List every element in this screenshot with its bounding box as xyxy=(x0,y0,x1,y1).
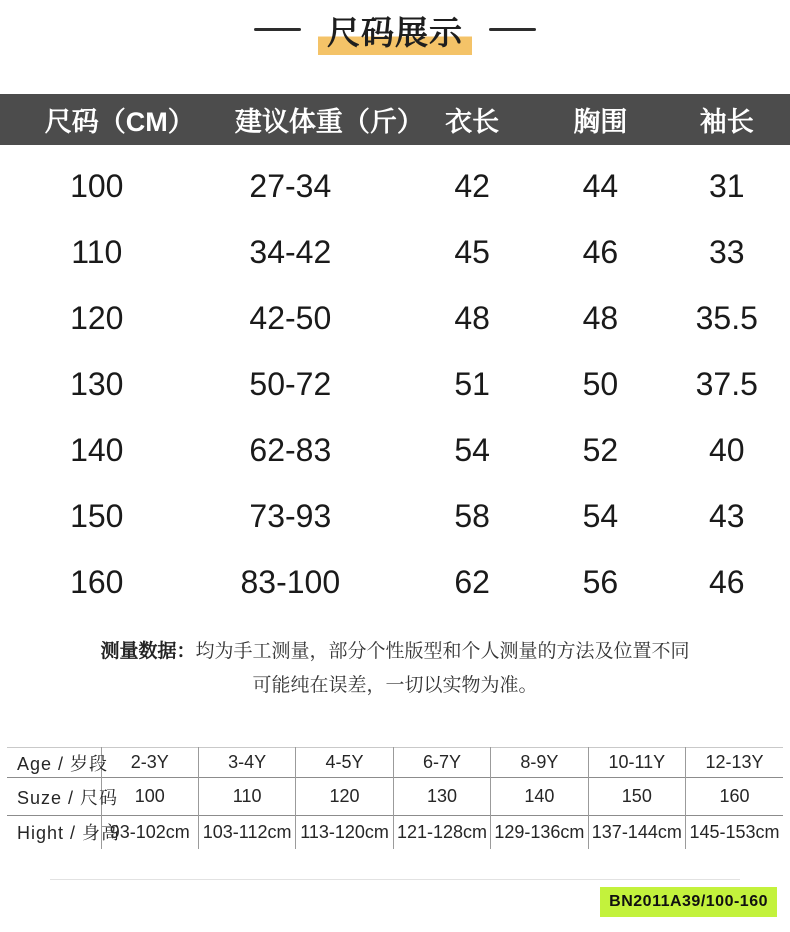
size-code-cell: 160 xyxy=(686,778,783,816)
sleeve-cell: 46 xyxy=(708,563,745,600)
height-row-label: Hight / 身高 xyxy=(17,823,121,844)
age-cell: 4-5Y xyxy=(296,748,393,778)
age-cell: 12-13Y xyxy=(686,748,783,778)
height-cell: 93-102cm xyxy=(101,816,198,849)
title-dash-left xyxy=(254,28,301,31)
height-cell: 121-128cm xyxy=(393,816,490,849)
weight-cell: 73-93 xyxy=(249,497,332,534)
header-cell-garment-length: 衣长 xyxy=(445,107,500,137)
chest-cell: 54 xyxy=(582,497,619,534)
weight-cell: 42-50 xyxy=(249,299,332,336)
age-cell: 6-7Y xyxy=(393,748,490,778)
size-code-cell: 150 xyxy=(588,778,685,816)
size-code-cell: 120 xyxy=(296,778,393,816)
measurement-note xyxy=(0,635,790,703)
age-cell: 8-9Y xyxy=(491,748,588,778)
note-line-1 xyxy=(0,635,790,669)
height-cell: 129-136cm xyxy=(491,816,588,849)
height-cell: 113-120cm xyxy=(296,816,393,849)
header-cell-size: 尺码（CM） xyxy=(44,107,195,137)
size-code-cell: 140 xyxy=(491,778,588,816)
size-row xyxy=(0,417,790,483)
size-row xyxy=(0,351,790,417)
height-row xyxy=(7,816,783,849)
sleeve-cell: 33 xyxy=(708,233,745,270)
age-row xyxy=(7,748,783,778)
age-size-height-table xyxy=(7,747,783,849)
title-section xyxy=(0,0,790,94)
header-cell-sleeve: 袖长 xyxy=(699,107,754,137)
length-cell: 48 xyxy=(454,299,490,336)
weight-cell: 83-100 xyxy=(240,563,341,600)
size-row xyxy=(0,285,790,351)
length-cell: 45 xyxy=(454,233,490,270)
size-cell: 150 xyxy=(70,497,124,534)
header-cell-chest: 胸围 xyxy=(573,107,628,137)
chest-cell: 44 xyxy=(582,167,619,204)
age-cell: 10-11Y xyxy=(588,748,685,778)
sleeve-cell: 43 xyxy=(708,497,745,534)
note-line-2: 可能纯在误差，一切以实物为准。 xyxy=(252,675,538,696)
height-cell: 137-144cm xyxy=(588,816,685,849)
note-label: 测量数据： xyxy=(100,641,196,662)
height-cell: 103-112cm xyxy=(198,816,295,849)
age-row-label: Age / 岁段 xyxy=(17,753,109,774)
weight-cell: 62-83 xyxy=(249,431,332,468)
size-cell: 100 xyxy=(70,167,124,204)
size-cell: 160 xyxy=(70,563,124,600)
size-row xyxy=(0,153,790,219)
header-cell-weight: 建议体重（斤） xyxy=(234,107,424,137)
size-row-label: Suze / 尺码 xyxy=(17,787,119,808)
sleeve-cell: 40 xyxy=(708,431,745,468)
page-title: 尺码展示 xyxy=(318,14,472,55)
chest-cell: 48 xyxy=(582,299,619,336)
sleeve-cell: 31 xyxy=(708,167,745,204)
length-cell: 62 xyxy=(454,563,490,600)
note-text-1: 均为手工测量，部分个性版型和个人测量的方法及位置不同 xyxy=(195,641,690,662)
sleeve-cell: 35.5 xyxy=(695,299,758,336)
chest-cell: 46 xyxy=(582,233,619,270)
size-table xyxy=(0,94,790,615)
sku-badge: BN2011A39/100-160 xyxy=(600,887,777,917)
length-cell: 58 xyxy=(454,497,490,534)
size-cell: 120 xyxy=(70,299,124,336)
weight-cell: 27-34 xyxy=(249,167,332,204)
size-row xyxy=(0,219,790,285)
footer-divider xyxy=(50,879,740,880)
size-table-header xyxy=(0,94,790,145)
size-code-row xyxy=(7,778,783,816)
size-cell: 140 xyxy=(70,431,124,468)
size-row xyxy=(0,483,790,549)
size-code-cell: 100 xyxy=(101,778,198,816)
age-cell: 2-3Y xyxy=(101,748,198,778)
weight-cell: 50-72 xyxy=(249,365,332,402)
length-cell: 42 xyxy=(454,167,490,204)
size-table-body xyxy=(0,145,790,615)
size-row xyxy=(0,549,790,615)
size-code-cell: 130 xyxy=(393,778,490,816)
size-cell: 110 xyxy=(71,233,123,270)
length-cell: 54 xyxy=(454,431,490,468)
chest-cell: 50 xyxy=(582,365,619,402)
chest-cell: 56 xyxy=(582,563,619,600)
chest-cell: 52 xyxy=(582,431,619,468)
height-cell: 145-153cm xyxy=(686,816,783,849)
title-dash-right xyxy=(489,28,536,31)
length-cell: 51 xyxy=(454,365,490,402)
age-cell: 3-4Y xyxy=(198,748,295,778)
sleeve-cell: 37.5 xyxy=(695,365,758,402)
size-cell: 130 xyxy=(70,365,124,402)
weight-cell: 34-42 xyxy=(249,233,332,270)
size-code-cell: 110 xyxy=(198,778,295,816)
